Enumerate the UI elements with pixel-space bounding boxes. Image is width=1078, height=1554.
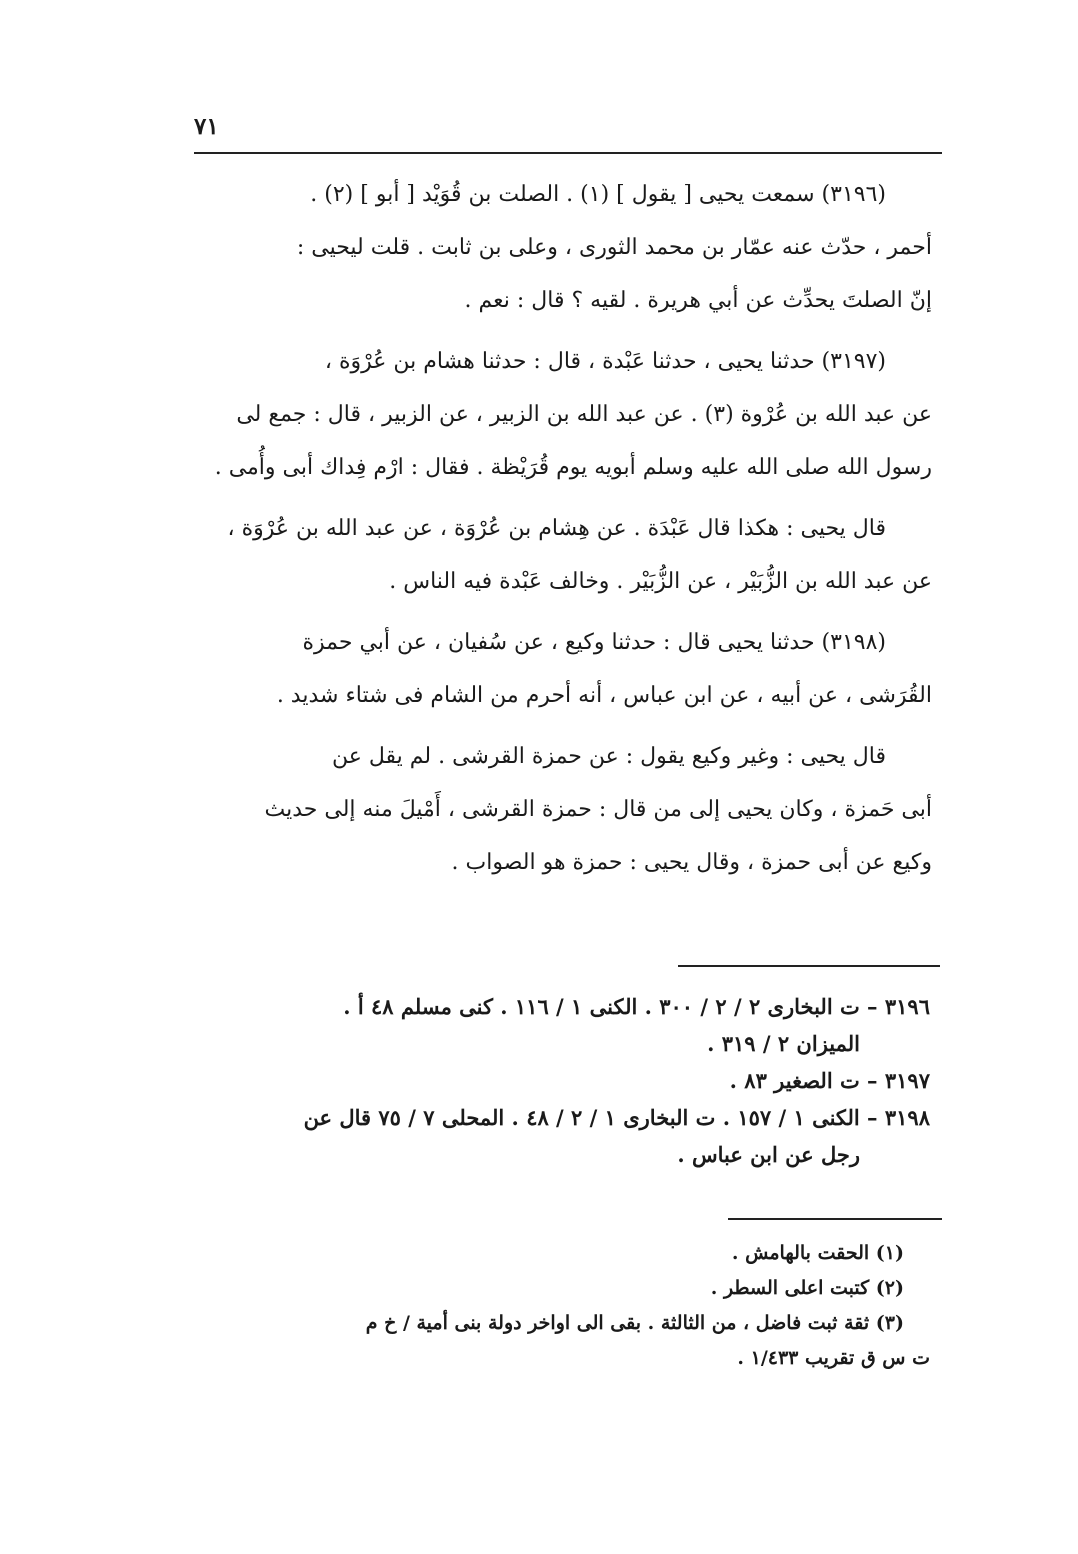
text-line: قال يحيى : وغير وكيع يقول : عن حمزة القرشى . لم يقل عن xyxy=(331,744,886,769)
reference-line: ٣١٩٧ – ت الصغير ٨٣ . xyxy=(729,1068,930,1093)
header-rule xyxy=(194,152,942,154)
reference-line: ٣١٩٨ – الكنى ١ / ١٥٧ . ت البخارى ١ / ٢ / ٤٨ . المحلى ٧ / ٧٥ قال عن xyxy=(303,1105,930,1130)
text-line: (٣١٩٦) سمعت يحيى [ يقول ] (١) . الصلت بن قُوَيْد [ أبو ] (٢) . xyxy=(310,182,886,207)
text-line: أبى حَمزة ، وكان يحيى إلى من قال : حمزة القرشى ، أَمْيلَ منه إلى حديث xyxy=(264,797,932,822)
text-line: (٣١٩٧) حدثنا يحيى ، حدثنا عَبْدة ، قال : حدثنا هشام بن عُرْوَة ، xyxy=(324,349,886,374)
main-text xyxy=(194,168,932,897)
text-line: وكيع عن أبى حمزة ، وقال يحيى : حمزة هو الصواب . xyxy=(451,850,932,875)
text-line: رسول الله صلى الله عليه وسلم أبويه يوم قُرَيْظة . فقال : ارْم فِداك أبى وأُمى . xyxy=(214,455,932,480)
footnote-line: (٢) كتبت اعلى السطر . xyxy=(710,1277,904,1299)
paragraph-3198 xyxy=(194,616,932,722)
footnote-line: (١) الحقت بالهامش . xyxy=(731,1242,904,1264)
paragraph-yahya-comment-2 xyxy=(194,730,932,889)
references-rule xyxy=(678,965,940,967)
text-line: قال يحيى : هكذا قال عَبْدَة . عن هِشام بن عُرْوَة ، عن عبد الله بن عُرْوَة ، xyxy=(227,516,886,541)
footnote-line: ت س ق تقريب ١/٤٣٣ . xyxy=(737,1347,930,1369)
paragraph-3197 xyxy=(194,335,932,494)
paragraph-3196 xyxy=(194,168,932,327)
text-line: (٣١٩٨) حدثنا يحيى قال : حدثنا وكيع ، عن سُفيان ، عن أبي حمزة xyxy=(302,630,886,655)
text-line: القُرَشى ، عن أبيه ، عن ابن عباس ، أنه أحرم من الشام فى شتاء شديد . xyxy=(276,683,932,708)
text-line: أحمر ، حدّث عنه عمّار بن محمد الثورى ، وعلى بن ثابت . قلت ليحيى : xyxy=(296,235,932,260)
footnotes-rule xyxy=(728,1218,942,1220)
text-line: عن عبد الله بن عُرْوة (٣) . عن عبد الله بن الزبير ، عن الزبير ، قال : جمع لى xyxy=(236,402,932,427)
footnotes xyxy=(198,1236,930,1376)
page-number: ٧١ xyxy=(194,113,219,140)
reference-line: ٣١٩٦ – ت البخارى ٢ / ٢ / ٣٠٠ . الكنى ١ / ١١٦ . كنى مسلم ٤٨ أ . xyxy=(343,994,930,1019)
reference-line: رجل عن ابن عباس . xyxy=(677,1142,860,1167)
paragraph-yahya-comment-1 xyxy=(194,502,932,608)
footnote-line: (٣) ثقة ثبت فاضل ، من الثالثة . بقى الى اواخر دولة بنى أمية / خ م xyxy=(365,1312,904,1334)
text-line: إنّ الصلتَ يحدِّث عن أبي هريرة . لقيه ؟ قال : نعم . xyxy=(464,288,932,313)
references xyxy=(200,988,930,1173)
reference-line: الميزان ٢ / ٣١٩ . xyxy=(707,1031,860,1056)
text-line: عن عبد الله بن الزُّبَيْر ، عن الزُّبَيْر . وخالف عَبْدة فيه الناس . xyxy=(389,569,932,594)
